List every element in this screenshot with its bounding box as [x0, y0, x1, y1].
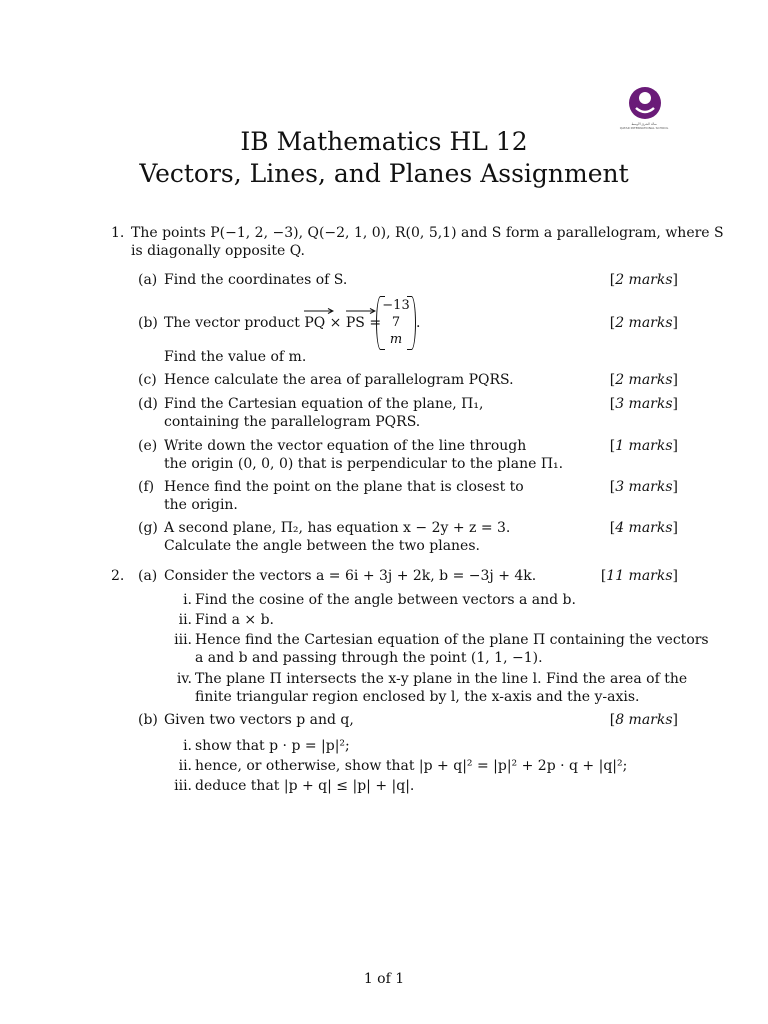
q1f-marks: [3 marks] — [609, 479, 678, 495]
title-line-1: IB Mathematics HL 12 — [240, 127, 528, 156]
q1g-label: (g) — [138, 520, 158, 536]
q1e-line-1: Write down the vector equation of the line through — [164, 438, 527, 454]
q2a-marks: [11 marks] — [600, 568, 678, 584]
page-title — [0, 126, 768, 190]
q2a-iv-label: iv. — [176, 671, 192, 687]
page-number: 1 of 1 — [363, 971, 405, 987]
q1g-marks: [4 marks] — [609, 520, 678, 536]
q1f-line-2: the origin. — [164, 497, 238, 513]
q2b-label: (b) — [138, 712, 158, 728]
title-line-2: Vectors, Lines, and Planes Assignment — [139, 159, 629, 188]
logo-text-arabic: سالة الشرق الأوسط — [631, 122, 657, 126]
q1-stem-line-2: is diagonally opposite Q. — [131, 243, 306, 259]
purple-circle-crest-icon — [628, 86, 662, 120]
q1d-marks: [3 marks] — [609, 396, 678, 412]
q1b-marks: [2 marks] — [609, 315, 678, 331]
q1g-line-1: A second plane, Π₂, has equation x − 2y + z = 3. — [164, 520, 511, 536]
q2b-ii-label: ii. — [178, 758, 192, 774]
q2a-text: Consider the vectors a = 6i + 3j + 2k, b = −3j + 4k. — [164, 568, 537, 584]
q1a-text: Find the coordinates of S. — [164, 272, 348, 288]
q1e-marks: [1 marks] — [609, 438, 678, 454]
q2b-text: Given two vectors p and q, — [164, 712, 354, 728]
q2a-iv-line-1: The plane Π intersects the x-y plane in the line l. Find the area of the — [195, 671, 688, 687]
q1d-line-2: containing the parallelogram PQRS. — [164, 414, 421, 430]
q1f-label: (f) — [138, 479, 155, 495]
vector-pq: PQ — [304, 314, 325, 333]
q2b-marks: [8 marks] — [609, 712, 678, 728]
q2b-ii-text: hence, or otherwise, show that |p + q|² = |p|² + 2p · q + |q|²; — [195, 758, 628, 774]
q1f-line-1: Hence find the point on the plane that is closest to — [164, 479, 524, 495]
q2-number: 2. — [111, 568, 125, 584]
q2a-iii-line-1: Hence find the Cartesian equation of the plane Π containing the vectors — [195, 632, 709, 648]
q1c-text: Hence calculate the area of parallelogram PQRS. — [164, 372, 514, 388]
q2b-iii-text: deduce that |p + q| ≤ |p| + |q|. — [195, 778, 415, 794]
q1e-label: (e) — [138, 438, 158, 454]
matrix-entry-2: 7 — [391, 315, 401, 330]
q2a-iii-label: iii. — [174, 632, 192, 648]
vector-ps: PS — [346, 314, 365, 333]
q2a-label: (a) — [138, 568, 158, 584]
q2b-i-text: show that p · p = |p|²; — [195, 738, 350, 754]
logo-text-english: QATAR INTERNATIONAL SCHOOL — [619, 126, 669, 130]
matrix-entry-1: −13 — [382, 298, 410, 313]
q1g-line-2: Calculate the angle between the two planes. — [164, 538, 480, 554]
q1e-line-2: the origin (0, 0, 0) that is perpendicular to the plane Π₁. — [164, 456, 564, 472]
q2a-i-label: i. — [183, 592, 192, 608]
q1-number: 1. — [111, 225, 125, 241]
cross-product-matrix — [376, 296, 416, 350]
q1c-marks: [2 marks] — [609, 372, 678, 388]
q2a-iii-line-2: a and b and passing through the point (1, 1, −1). — [195, 650, 543, 666]
matrix-entry-3: m — [389, 332, 403, 347]
q1b-label: (b) — [138, 315, 158, 331]
q1a-marks: [2 marks] — [609, 272, 678, 288]
q2a-ii-text: Find a × b. — [195, 612, 275, 628]
q1a-label: (a) — [138, 272, 158, 288]
q2a-ii-label: ii. — [178, 612, 192, 628]
q1d-label: (d) — [138, 396, 158, 412]
q1d-line-1: Find the Cartesian equation of the plane, Π₁, — [164, 396, 484, 412]
q2b-i-label: i. — [183, 738, 192, 754]
q2b-iii-label: iii. — [174, 778, 192, 794]
q2a-iv-line-2: finite triangular region enclosed by l, the x-axis and the y-axis. — [195, 689, 640, 705]
q1b-text: The vector product PQ × PS = — [164, 314, 381, 333]
q1c-label: (c) — [138, 372, 157, 388]
q1b-line-2: Find the value of m. — [164, 349, 307, 365]
q1b-period: . — [416, 315, 421, 331]
q1-stem-line-1: The points P(−1, 2, −3), Q(−2, 1, 0), R(0, 5,1) and S form a parallelogram, where S — [131, 225, 724, 241]
q2a-i-text: Find the cosine of the angle between vectors a and b. — [195, 592, 576, 608]
